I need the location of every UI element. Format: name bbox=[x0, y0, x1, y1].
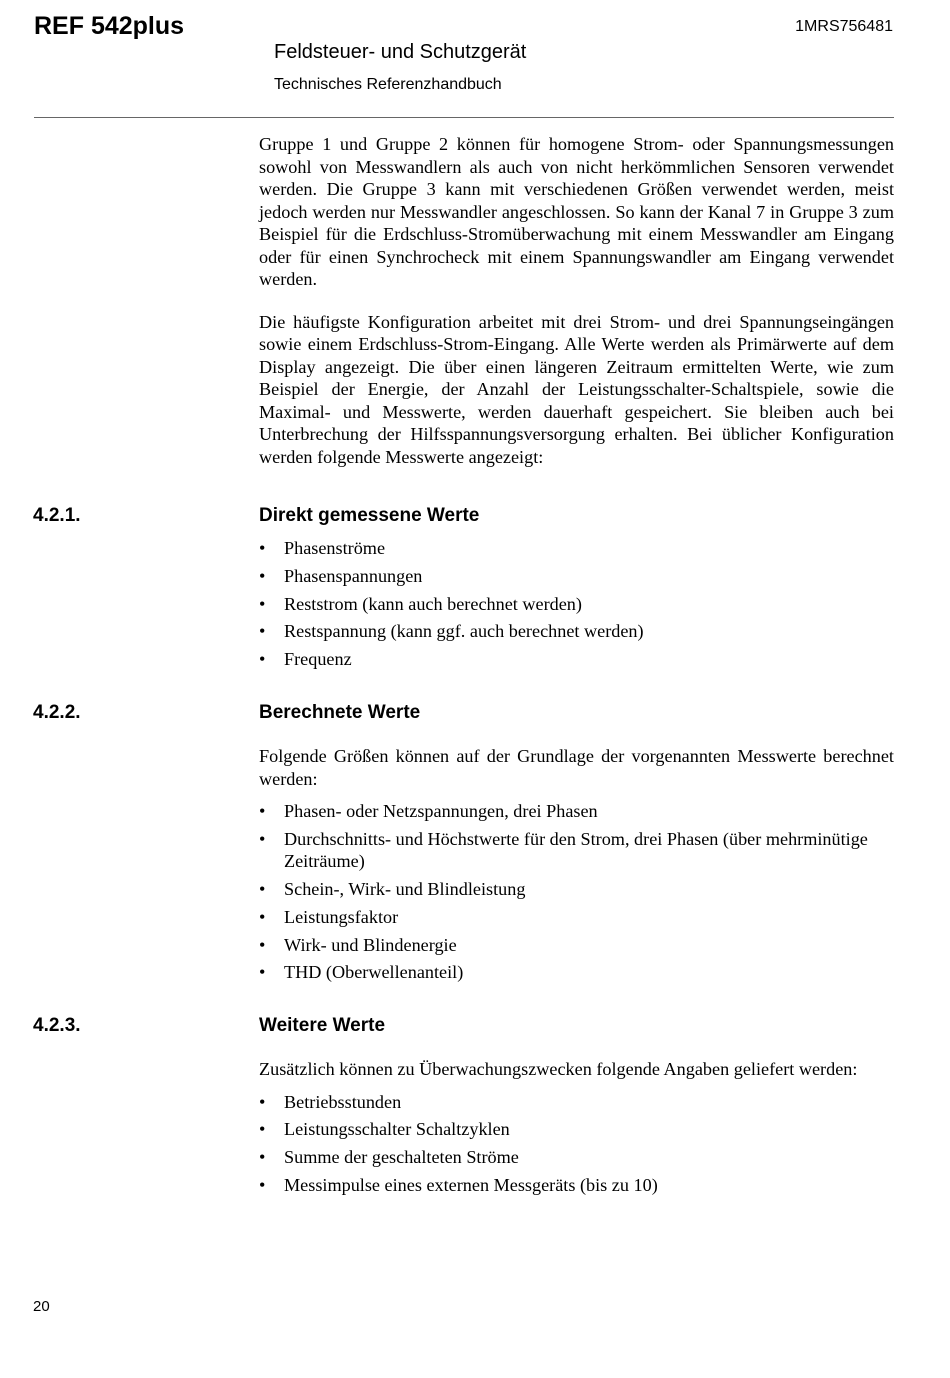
document-subtitle: Feldsteuer- und Schutzgerät bbox=[274, 41, 527, 63]
section-number: 4.2.1. bbox=[33, 505, 81, 526]
list-item: • Reststrom (kann auch berechnet werden) bbox=[259, 593, 582, 614]
header-divider bbox=[34, 117, 894, 118]
bullet-icon: • bbox=[259, 962, 266, 983]
section-body-4-2-1 bbox=[259, 537, 894, 676]
list-item: • Betriebsstunden bbox=[259, 1091, 402, 1112]
bullet-list bbox=[259, 537, 894, 671]
list-item: • Phasen- oder Netzspannungen, drei Phasen bbox=[259, 801, 598, 821]
list-item: • Frequenz bbox=[259, 649, 352, 670]
list-item: • Wirk- und Blindenergie bbox=[259, 934, 457, 955]
bullet-list bbox=[259, 800, 894, 984]
section-body-4-2-2 bbox=[259, 745, 894, 989]
section-title: Direkt gemessene Werte bbox=[259, 505, 480, 526]
list-item: • Phasenspannungen bbox=[259, 565, 423, 586]
bullet-icon: • bbox=[259, 801, 266, 821]
bullet-icon: • bbox=[259, 538, 266, 558]
intro-paragraph-1: Gruppe 1 und Gruppe 2 können für homogene Strom- oder Spannungsmessungen sowohl von Messwandlern als auch von nicht herkömmlichen Sensoren verwendet werden. Die Gruppe 3 kann mit verschiedenen Größen verwendet werden, meist jedoch werden nur Messwandler angeschlossen. So kann der Kanal 7 in Gruppe 3 zum Beispiel für die Erdschluss-Stromüberwachung mit einem Messwandler am Eingang oder für einen Synchrocheck mit einem Spannungswandler am Eingang verwendet werden. bbox=[259, 134, 894, 289]
list-item: • Leistungsfaktor bbox=[259, 906, 399, 927]
section-intro: Zusätzlich können zu Überwachungszwecken folgende Angaben geliefert werden: bbox=[259, 1059, 858, 1079]
list-item: • Messimpulse eines externen Messgeräts (bis zu 10) bbox=[259, 1174, 658, 1195]
section-intro: Folgende Größen können auf der Grundlage der vorgenannten Messwerte berechnet werden: bbox=[259, 746, 894, 789]
intro-text bbox=[259, 133, 894, 488]
document-id: 1MRS756481 bbox=[795, 18, 893, 35]
product-name: REF 542plus bbox=[34, 12, 185, 40]
section-number: 4.2.2. bbox=[33, 702, 81, 723]
list-item: • Summe der geschalteten Ströme bbox=[259, 1147, 519, 1168]
bullet-icon: • bbox=[259, 649, 266, 670]
bullet-icon: • bbox=[259, 1147, 266, 1168]
bullet-list bbox=[259, 1091, 894, 1197]
bullet-icon: • bbox=[259, 621, 266, 642]
intro-paragraph-2: Die häufigste Konfiguration arbeitet mit drei Strom- und drei Spannungseingängen sowie einem Erdschluss-Strom-Eingang. Alle Werte werden als Primärwerte auf dem Display angezeigt. Die über einen längeren Zeitraum ermittelten Werte, wie zum Beispiel der Energie, der Anzahl der Leistungsschalter-Schaltspiele, sowie die Maximal- und Messwerte, werden dauerhaft gespeichert. Sie bleiben auch bei Unterbrechung der Hilfsspannungsversorgung erhalten. Bei üblicher Konfiguration werden folgende Messwerte angezeigt: bbox=[259, 311, 894, 467]
list-item: • THD (Oberwellenanteil) bbox=[259, 962, 464, 983]
section-title: Berechnete Werte bbox=[259, 702, 421, 723]
list-item: • Leistungsschalter Schaltzyklen bbox=[259, 1119, 510, 1140]
page-number: 20 bbox=[33, 1298, 50, 1315]
bullet-icon: • bbox=[259, 828, 266, 849]
bullet-icon: • bbox=[259, 1091, 266, 1112]
bullet-icon: • bbox=[259, 593, 266, 614]
section-number: 4.2.3. bbox=[33, 1015, 81, 1036]
bullet-icon: • bbox=[259, 906, 266, 927]
manual-title: Technisches Referenzhandbuch bbox=[274, 76, 502, 93]
list-item: • Phasenströme bbox=[259, 538, 386, 558]
list-item: • Durchschnitts- und Höchstwerte für den Strom, drei Phasen (über mehrminütige Zeiträume) bbox=[259, 828, 868, 872]
list-item: • Schein-, Wirk- und Blindleistung bbox=[259, 879, 526, 900]
bullet-icon: • bbox=[259, 1174, 266, 1195]
bullet-icon: • bbox=[259, 1119, 266, 1140]
bullet-icon: • bbox=[259, 879, 266, 900]
list-item: • Restspannung (kann ggf. auch berechnet werden) bbox=[259, 621, 644, 642]
section-title: Weitere Werte bbox=[259, 1015, 386, 1036]
bullet-icon: • bbox=[259, 934, 266, 955]
section-body-4-2-3 bbox=[259, 1058, 894, 1202]
bullet-icon: • bbox=[259, 565, 266, 586]
